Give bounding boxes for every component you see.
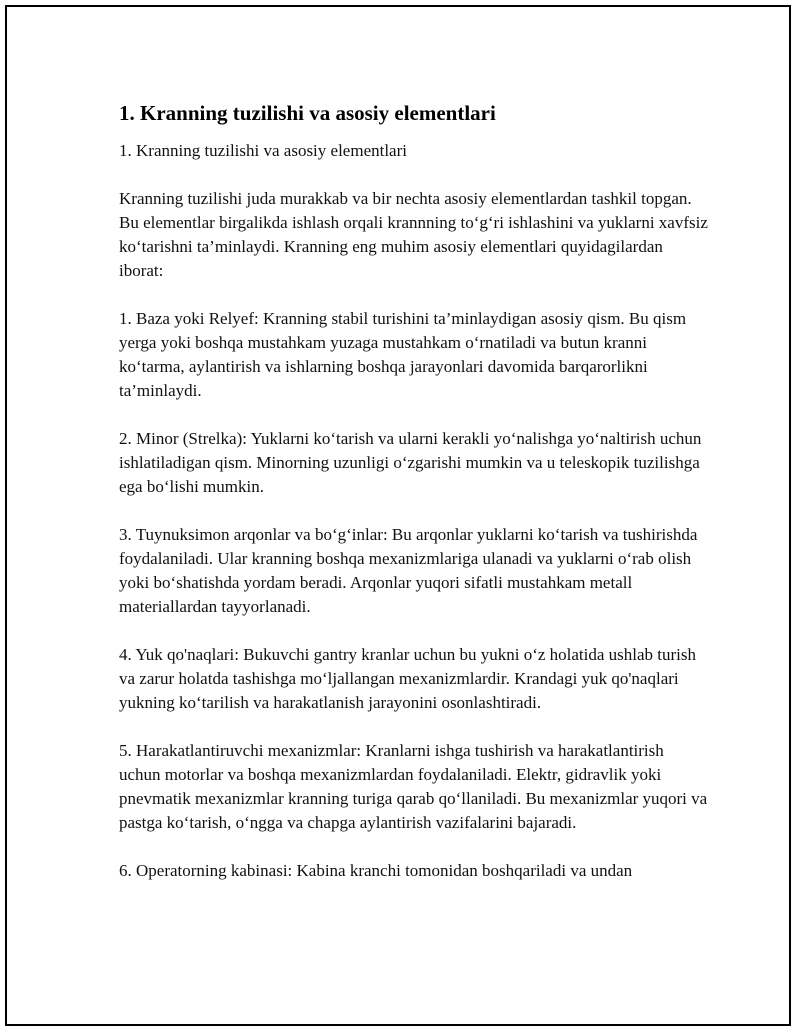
paragraph-item-6: 6. Operatorning kabinasi: Kabina kranchi tomonidan boshqariladi va undan — [119, 861, 633, 880]
paragraph-item-5: 5. Harakatlantiruvchi mexanizmlar: Kranlarni ishga tushirish va harakatlantirish uchun motorlar va boshqa mexanizmlardan foydalaniladi. Elektr, gidravlik yoki pnevmatik mexanizmlar kranning turiga qarab qo‘llaniladi. Bu mexanizmlar yuqori va pastga ko‘tarish, o‘ngga va chapga aylantirish vazifalarini bajaradi. — [119, 741, 708, 832]
paragraph-item-4: 4. Yuk qo'naqlari: Bukuvchi gantry kranlar uchun bu yukni o‘z holatida ushlab turish va zarur holatda tashishga mo‘ljallangan mexanizmlardir. Krandagi yuk qo'naqlari yukning ko‘tarilish va harakatlanish jarayonini osonlashtiradi. — [119, 645, 697, 712]
document-heading: 1. Kranning tuzilishi va asosiy elementlari — [119, 101, 496, 125]
paragraph-intro: Kranning tuzilishi juda murakkab va bir nechta asosiy elementlardan tashkil topgan. Bu elementlar birgalikda ishlash orqali krannning to‘g‘ri ishlashini va yuklarni xavfsiz ko‘tarishni ta’minlaydi. Kranning eng muhim asosiy elementlari quyidagilardan iborat: — [119, 189, 708, 280]
paragraph-subtitle: 1. Kranning tuzilishi va asosiy elementlari — [119, 141, 407, 160]
paragraph-item-3: 3. Tuynuksimon arqonlar va bo‘g‘inlar: Bu arqonlar yuklarni ko‘tarish va tushirishda foydalaniladi. Ular kranning boshqa mexanizmlariga ulanadi va yuklarni o‘rab olish yoki bo‘shatishda yordam beradi. Arqonlar yuqori sifatli mustahkam metall materiallardan tayyorlanadi. — [119, 525, 698, 616]
paragraph-item-2: 2. Minor (Strelka): Yuklarni ko‘tarish va ularni kerakli yo‘nalishga yo‘naltirish uchun ishlatiladigan qism. Minorning uzunligi o‘zgarishi mumkin va u teleskopik tuzilishga ega bo‘lishi mumkin. — [119, 429, 702, 496]
paragraph-item-1: 1. Baza yoki Relyef: Kranning stabil turishini ta’minlaydigan asosiy qism. Bu qism yerga yoki boshqa mustahkam yuzaga mustahkam o‘rnatiladi va butun kranni ko‘tarma, aylantirish va ishlarning boshqa jarayonlari davomida barqarorlikni ta’minlaydi. — [119, 309, 687, 400]
page-frame — [5, 5, 791, 1026]
document-body — [119, 99, 709, 907]
